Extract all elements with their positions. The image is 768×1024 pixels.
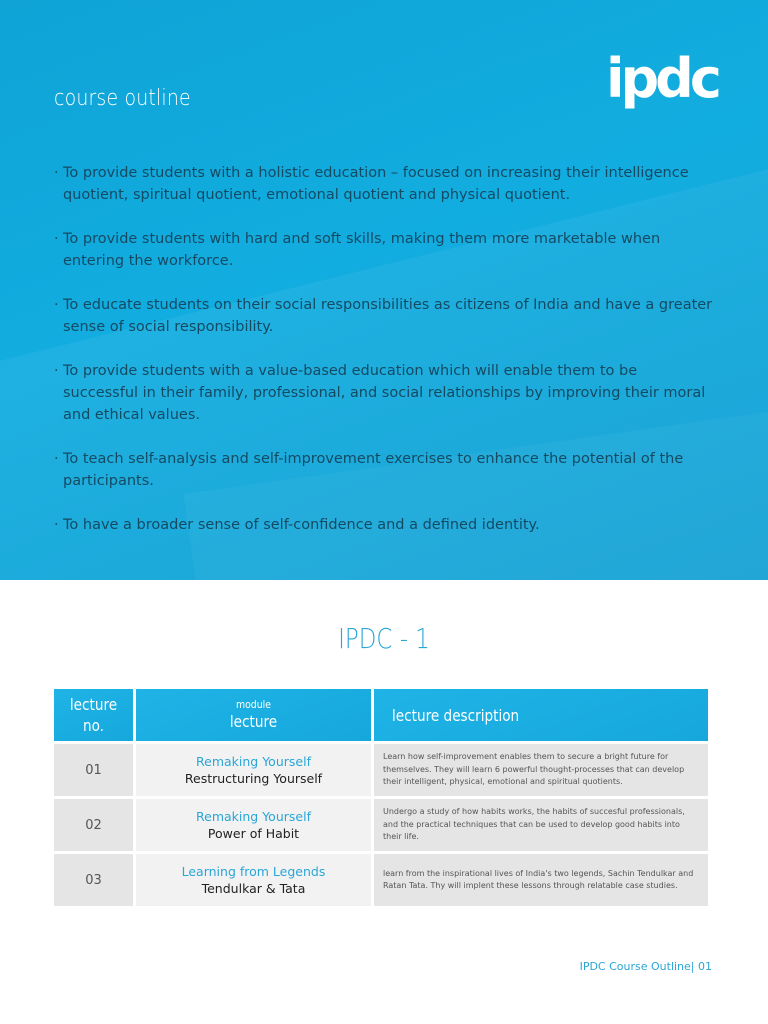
module-cell xyxy=(136,744,371,796)
table-row xyxy=(54,799,708,851)
header-lecture-label: lecture xyxy=(229,712,278,731)
section-title: IPDC - 1 xyxy=(338,622,430,655)
objective-text: To have a broader sense of self-confidence and a defined identity. xyxy=(63,517,540,533)
table-header-row xyxy=(54,689,708,741)
ipdc-logo: ipdc xyxy=(606,47,718,110)
page-title: course outline xyxy=(54,86,191,111)
objective-item xyxy=(54,514,714,536)
objective-item xyxy=(54,448,714,492)
module-cell xyxy=(136,854,371,906)
lecture-table xyxy=(51,686,711,909)
objective-text: To teach self-analysis and self-improvement exercises to enhance the potential of the participants. xyxy=(63,451,684,489)
header-lecture-no-line2: no. xyxy=(82,716,105,735)
lecture-description: Learn how self-improvement enables them to secure a bright future for themselves. They will learn 6 powerful thought-processes that can develop their intelligent, physical, emotional and spiritual quotients. xyxy=(374,744,708,796)
objective-text: To provide students with hard and soft skills, making them more marketable when entering the workforce. xyxy=(63,231,661,269)
table-row xyxy=(54,744,708,796)
lecture-name: Power of Habit xyxy=(207,826,300,841)
objective-text: To provide students with a value-based education which will enable them to be successful in their family, professional, and social relationships by improving their moral and ethical values. xyxy=(63,363,706,423)
objective-item xyxy=(54,228,714,272)
lecture-number: 02 xyxy=(54,799,133,851)
header-description-label: lecture description xyxy=(392,705,520,725)
objectives-list xyxy=(54,162,714,558)
module-name: Remaking Yourself xyxy=(196,754,311,769)
bullet-dot-icon: · xyxy=(54,231,59,247)
objective-item xyxy=(54,360,714,426)
module-name: Learning from Legends xyxy=(181,864,326,879)
module-cell xyxy=(136,799,371,851)
header-lecture-no-line1: lecture xyxy=(69,695,118,714)
header-lecture-description xyxy=(374,689,708,741)
lecture-number: 01 xyxy=(54,744,133,796)
table-row xyxy=(54,854,708,906)
bullet-dot-icon: · xyxy=(54,297,59,313)
bullet-dot-icon: · xyxy=(54,451,59,467)
objective-text: To educate students on their social responsibilities as citizens of India and have a greater sense of social responsibility. xyxy=(63,297,713,335)
lecture-description: Undergo a study of how habits works, the habits of succesful professionals, and the practical techniques that can be used to develop good habits into their life. xyxy=(374,799,708,851)
header-lecture-no xyxy=(54,689,133,741)
header-module-lecture xyxy=(136,689,371,741)
objective-text: To provide students with a holistic education – focused on increasing their intelligence quotient, spiritual quotient, emotional quotient and physical quotient. xyxy=(63,165,689,203)
bullet-dot-icon: · xyxy=(54,165,59,181)
bullet-dot-icon: · xyxy=(54,363,59,379)
bullet-dot-icon: · xyxy=(54,517,59,533)
module-name: Remaking Yourself xyxy=(196,809,311,824)
lecture-name: Restructuring Yourself xyxy=(184,771,323,786)
lecture-name: Tendulkar & Tata xyxy=(201,881,306,896)
page-footer: IPDC Course Outline| 01 xyxy=(579,960,712,973)
lecture-description: learn from the inspirational lives of India's two legends, Sachin Tendulkar and Ratan Tata. Thy will implent these lessons through relatable case studies. xyxy=(374,854,708,906)
lecture-number: 03 xyxy=(54,854,133,906)
header-module-label: module xyxy=(235,698,272,711)
objective-item xyxy=(54,162,714,206)
objective-item xyxy=(54,294,714,338)
